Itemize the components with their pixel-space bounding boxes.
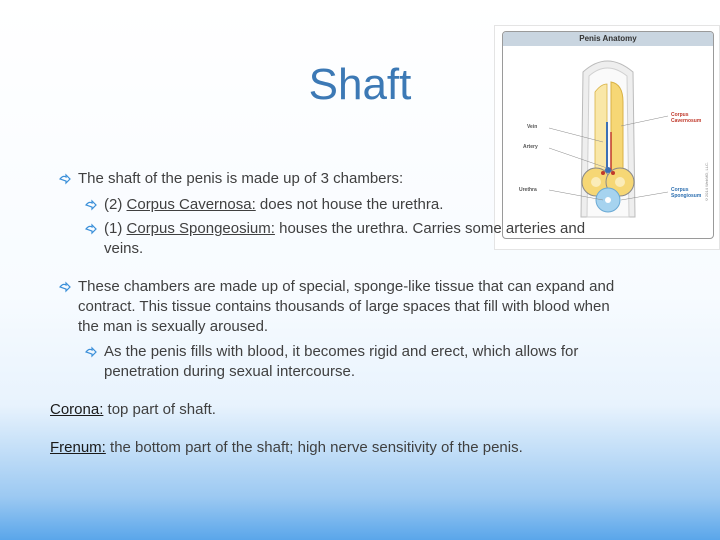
- bullet-line-3: the man is sexually aroused.: [78, 318, 269, 335]
- bullet-icon: [58, 280, 72, 294]
- term-corpus-spongeosium: Corpus Spongeosium:: [126, 220, 275, 237]
- bullet-icon: [84, 222, 98, 236]
- term-corona: Corona:: [50, 401, 104, 418]
- frenum-definition: [50, 438, 523, 458]
- bullet-sponge-tissue: [78, 277, 614, 337]
- bullet-text-cont: veins.: [104, 240, 144, 257]
- label-corpus-spongiosum-2: Spongiosum: [671, 193, 702, 199]
- bullet-line-1: As the penis fills with blood, it becomes rigid and erect, which allows for: [104, 343, 579, 360]
- diagram-frame: [502, 31, 714, 239]
- bullet-line-2: penetration during sexual intercourse.: [104, 363, 355, 380]
- corona-definition: [50, 400, 216, 420]
- bullet-text: The shaft of the penis is made up of 3 chambers:: [78, 170, 404, 187]
- bullet-line-2: contract. This tissue contains thousands of large spaces that fill with blood when: [78, 298, 610, 315]
- bullet-corpus-spongeosium: [104, 219, 585, 259]
- label-corpus-cavernosum-2: Cavernosum: [671, 118, 702, 124]
- slide-title: Shaft: [308, 60, 412, 109]
- bullet-corpus-cavernosa: [104, 195, 443, 215]
- penis-anatomy-image: [494, 25, 720, 250]
- label-artery: Artery: [523, 144, 538, 150]
- corona-text: top part of shaft.: [103, 401, 216, 418]
- term-corpus-cavernosa: Corpus Cavernosa:: [126, 196, 256, 213]
- bullet-erection: [104, 342, 578, 382]
- diagram-header: Penis Anatomy: [503, 32, 713, 46]
- frenum-text: the bottom part of the shaft; high nerve sensitivity of the penis.: [105, 439, 523, 456]
- bullet-icon: [58, 172, 72, 186]
- bullet-line-1: These chambers are made up of special, sponge-like tissue that can expand and: [78, 278, 615, 295]
- bullet-shaft-chambers: [78, 169, 403, 189]
- label-corpus-cavernosum-1: Corpus: [671, 112, 689, 118]
- term-frenum: Frenum:: [50, 439, 106, 456]
- label-corpus-spongiosum-1: Corpus: [671, 187, 689, 193]
- bullet-icon: [84, 198, 98, 212]
- bullet-icon: [84, 345, 98, 359]
- credit-text: ©2014 WebMD, LLC.: [704, 162, 709, 203]
- penis-anatomy-illustration: [503, 32, 713, 238]
- label-urethra: Urethra: [519, 187, 537, 193]
- bullet-text: does not house the urethra.: [255, 196, 444, 213]
- bullet-number: (2): [104, 196, 123, 213]
- bullet-number: (1): [104, 220, 123, 237]
- bullet-text: houses the urethra. Carries some arteries and: [274, 220, 586, 237]
- label-vein: Vein: [527, 124, 538, 130]
